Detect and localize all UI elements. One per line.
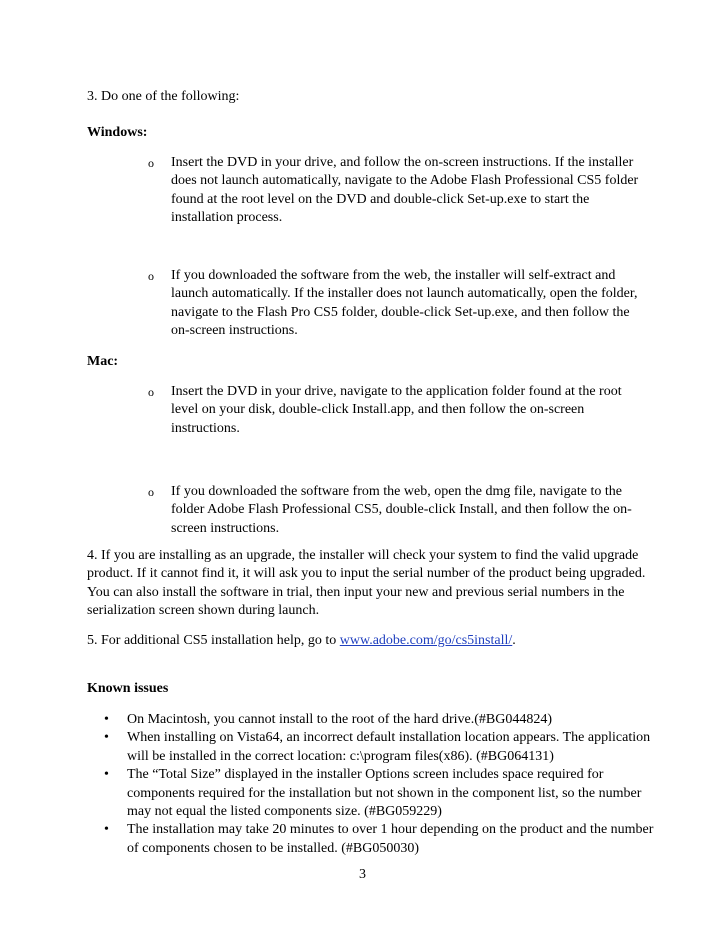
mac-item-2-marker: o (148, 485, 154, 499)
mac-heading: Mac: (87, 354, 119, 369)
step-3-text: 3. Do one of the following: (87, 89, 240, 104)
bullet-icon: • (104, 767, 109, 783)
step-5-text (87, 632, 657, 650)
cs5install-link[interactable]: www.adobe.com/go/cs5install/ (339, 633, 513, 648)
known-issue-text: When installing on Vista64, an incorrect default installation location appears. The application will be installed in the correct location: c:\program files(x86). (#BG064131) (127, 730, 651, 764)
bullet-icon: • (104, 712, 109, 727)
bullet-icon: • (104, 822, 109, 838)
bullet-icon: • (104, 730, 109, 746)
windows-item-2-marker: o (148, 269, 154, 283)
step-5-prefix: 5. For additional CS5 installation help, go to (87, 633, 340, 648)
step-4-text: 4. If you are installing as an upgrade, the installer will check your system to find the valid upgrade product. If it cannot find it, it will ask you to input the serial number of the product being upgraded. You can also install the software in trial, then input your new and previous serial numbers in the serialization screen shown during launch. (87, 548, 646, 619)
known-issue-text: On Macintosh, you cannot install to the root of the hard drive.(#BG044824) (127, 712, 552, 727)
mac-item-1-text: Insert the DVD in your drive, navigate to the application folder found at the root level on your disk, double-click Install.app, and then follow the on-screen instructions. (171, 384, 622, 436)
known-issue-item-1 (87, 711, 657, 729)
known-issue-item-3 (87, 766, 657, 821)
mac-item-2-text: If you downloaded the software from the web, open the dmg file, navigate to the folder Adobe Flash Professional CS5, double-click Install, and then follow the on-screen instructions. (171, 484, 632, 536)
windows-item-2-text: If you downloaded the software from the web, the installer will self-extract and launch automatically. If the installer does not launch automatically, open the folder, navigate to the Flash Pro CS5 folder, double-click Set-up.exe, and then follow the on-screen instructions. (171, 268, 638, 339)
known-issues-heading: Known issues (87, 681, 169, 696)
known-issue-text: The installation may take 20 minutes to over 1 hour depending on the product and the number of components chosen to be installed. (#BG050030) (127, 822, 654, 856)
windows-item-1-text: Insert the DVD in your drive, and follow the on-screen instructions. If the installer does not launch automatically, navigate to the Adobe Flash Professional CS5 folder found at the root level on the DVD and double-click Set-up.exe to start the installation process. (171, 155, 639, 226)
mac-item-1-marker: o (148, 385, 154, 399)
step-5-suffix: . (512, 633, 516, 648)
known-issue-item-2 (87, 729, 657, 766)
known-issue-text: The “Total Size” displayed in the installer Options screen includes space required for components required for the installation but not shown in the component list, so the number may not equal the listed components size. (#BG059229) (127, 767, 642, 820)
known-issue-item-4 (87, 821, 657, 858)
known-issues-list (87, 711, 657, 858)
windows-item-1-marker: o (148, 156, 154, 170)
page-number: 3 (359, 867, 366, 882)
windows-heading: Windows: (87, 125, 148, 140)
